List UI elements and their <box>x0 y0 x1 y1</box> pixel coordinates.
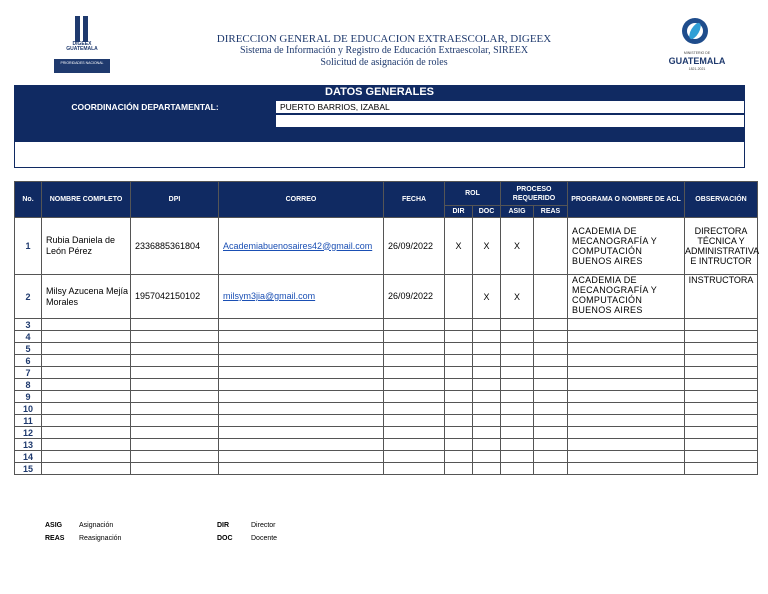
empty-cell[interactable] <box>501 463 534 475</box>
empty-cell[interactable] <box>131 319 219 331</box>
empty-cell[interactable] <box>568 439 685 451</box>
row-number: 14 <box>15 451 42 463</box>
legend-proceso <box>45 519 121 545</box>
empty-cell[interactable] <box>473 379 501 391</box>
observacion-cell: DIRECTORA TÉCNICA Y ADMINISTRATIVA E INTRUCTOR <box>685 218 758 275</box>
empty-cell[interactable] <box>445 463 473 475</box>
logo-right-name: GUATEMALA <box>668 56 726 66</box>
empty-cell[interactable] <box>685 331 758 343</box>
empty-cell[interactable] <box>445 451 473 463</box>
empty-cell[interactable] <box>685 403 758 415</box>
empty-cell[interactable] <box>42 427 131 439</box>
ministerio-guatemala-logo <box>664 14 730 74</box>
row-number: 3 <box>15 319 42 331</box>
col-doc: DOC <box>473 206 501 218</box>
empty-cell[interactable] <box>501 439 534 451</box>
empty-cell[interactable] <box>384 355 445 367</box>
empty-cell[interactable] <box>131 343 219 355</box>
empty-cell[interactable] <box>568 451 685 463</box>
table-row <box>15 463 758 475</box>
doc-cell: X <box>473 218 501 275</box>
empty-cell[interactable] <box>219 367 384 379</box>
legend-asig-key: ASIG <box>45 522 63 529</box>
empty-cell[interactable] <box>473 367 501 379</box>
empty-cell[interactable] <box>534 331 568 343</box>
table-row <box>15 427 758 439</box>
col-no: No. <box>15 182 42 218</box>
legend-asig-val: Asignación <box>79 522 114 529</box>
row-number: 15 <box>15 463 42 475</box>
empty-cell[interactable] <box>42 415 131 427</box>
row-number: 8 <box>15 379 42 391</box>
empty-cell[interactable] <box>384 403 445 415</box>
empty-cell[interactable] <box>534 367 568 379</box>
empty-cell[interactable] <box>42 367 131 379</box>
empty-cell[interactable] <box>445 415 473 427</box>
empty-cell[interactable] <box>534 451 568 463</box>
empty-cell[interactable] <box>384 439 445 451</box>
empty-cell[interactable] <box>131 379 219 391</box>
row-number: 6 <box>15 355 42 367</box>
empty-cell[interactable] <box>473 451 501 463</box>
empty-cell[interactable] <box>568 343 685 355</box>
digeex-logo-plate: PRIORIDADES NACIONAL <box>54 59 110 73</box>
empty-cell[interactable] <box>501 343 534 355</box>
empty-cell[interactable] <box>445 367 473 379</box>
empty-cell[interactable] <box>473 391 501 403</box>
logo-right-year: 1821-2021 <box>688 67 706 71</box>
empty-cell[interactable] <box>501 451 534 463</box>
empty-cell[interactable] <box>445 379 473 391</box>
programa-cell: ACADEMIA DE MECANOGRAFÍA Y COMPUTACIÓN BUENOS AIRES <box>568 275 685 319</box>
row-number: 2 <box>15 275 42 319</box>
empty-cell[interactable] <box>42 391 131 403</box>
col-observacion: OBSERVACIÓN <box>685 182 758 218</box>
row-number: 9 <box>15 391 42 403</box>
roles-table <box>14 181 758 475</box>
empty-cell[interactable] <box>384 427 445 439</box>
empty-cell[interactable] <box>131 451 219 463</box>
empty-cell[interactable] <box>131 415 219 427</box>
empty-cell[interactable] <box>445 319 473 331</box>
empty-cell[interactable] <box>568 463 685 475</box>
col-correo: CORREO <box>219 182 384 218</box>
row-number: 12 <box>15 427 42 439</box>
row-number: 5 <box>15 343 42 355</box>
empty-cell[interactable] <box>534 415 568 427</box>
empty-cell[interactable] <box>501 367 534 379</box>
empty-cell[interactable] <box>219 415 384 427</box>
empty-cell[interactable] <box>473 331 501 343</box>
empty-cell[interactable] <box>685 427 758 439</box>
row-number: 1 <box>15 218 42 275</box>
empty-cell[interactable] <box>445 403 473 415</box>
row-number: 4 <box>15 331 42 343</box>
empty-cell[interactable] <box>384 451 445 463</box>
empty-cell[interactable] <box>685 355 758 367</box>
empty-cell[interactable] <box>131 403 219 415</box>
empty-cell[interactable] <box>42 451 131 463</box>
col-programa: PROGRAMA O NOMBRE DE ACL <box>568 182 685 218</box>
col-rol: ROL <box>445 182 501 206</box>
empty-cell[interactable] <box>685 451 758 463</box>
empty-cell[interactable] <box>501 391 534 403</box>
table-row <box>15 355 758 367</box>
empty-cell[interactable] <box>219 379 384 391</box>
dir-cell <box>445 275 473 319</box>
empty-cell[interactable] <box>42 343 131 355</box>
reas-cell <box>534 218 568 275</box>
empty-cell[interactable] <box>534 379 568 391</box>
empty-cell[interactable] <box>473 439 501 451</box>
empty-cell[interactable] <box>501 415 534 427</box>
empty-cell[interactable] <box>219 331 384 343</box>
empty-cell[interactable] <box>384 367 445 379</box>
table-row <box>15 275 758 319</box>
dpi-cell: 1957042150102 <box>131 275 219 319</box>
empty-cell[interactable] <box>42 331 131 343</box>
empty-cell[interactable] <box>534 319 568 331</box>
empty-cell[interactable] <box>131 439 219 451</box>
empty-cell[interactable] <box>473 355 501 367</box>
empty-cell[interactable] <box>685 391 758 403</box>
table-row <box>15 439 758 451</box>
empty-cell[interactable] <box>445 427 473 439</box>
row-number: 10 <box>15 403 42 415</box>
empty-cell[interactable] <box>501 427 534 439</box>
col-asig: ASIG <box>501 206 534 218</box>
logo-right-top-text: MINISTERIO DE <box>683 51 711 55</box>
empty-cell[interactable] <box>534 391 568 403</box>
col-reas: REAS <box>534 206 568 218</box>
empty-cell[interactable] <box>685 319 758 331</box>
col-fecha: FECHA <box>384 182 445 218</box>
reas-cell <box>534 275 568 319</box>
empty-cell[interactable] <box>568 319 685 331</box>
empty-cell[interactable] <box>568 367 685 379</box>
coordinacion-value[interactable]: PUERTO BARRIOS, IZABAL <box>276 100 745 114</box>
empty-cell[interactable] <box>219 355 384 367</box>
table-row <box>15 379 758 391</box>
correo-cell <box>219 218 384 275</box>
empty-cell[interactable] <box>473 343 501 355</box>
guatemala-emblem-icon <box>682 18 708 44</box>
empty-cell[interactable] <box>445 343 473 355</box>
empty-cell[interactable] <box>445 331 473 343</box>
empty-cell[interactable] <box>445 355 473 367</box>
empty-cell[interactable] <box>685 415 758 427</box>
empty-cell[interactable] <box>131 463 219 475</box>
empty-cell[interactable] <box>384 391 445 403</box>
correo-link[interactable]: milsym3jia@gmail.com <box>223 291 316 301</box>
empty-cell[interactable] <box>568 379 685 391</box>
empty-cell[interactable] <box>473 403 501 415</box>
digeex-logo-word: DIGEEX GUATEMALA <box>66 41 98 52</box>
datos-generales-title: DATOS GENERALES <box>14 85 745 100</box>
asig-cell: X <box>501 218 534 275</box>
empty-cell[interactable] <box>445 391 473 403</box>
row-number: 11 <box>15 415 42 427</box>
dir-cell: X <box>445 218 473 275</box>
coordinacion-row <box>14 100 745 114</box>
table-row <box>15 343 758 355</box>
empty-cell[interactable] <box>473 427 501 439</box>
digeex-logo <box>52 14 112 74</box>
empty-cell[interactable] <box>534 343 568 355</box>
fecha-cell: 26/09/2022 <box>384 218 445 275</box>
legend-rol <box>217 519 277 545</box>
datos-generales-section <box>14 85 745 168</box>
empty-cell[interactable] <box>685 367 758 379</box>
empty-cell[interactable] <box>534 463 568 475</box>
nombre-cell: Milsy Azucena Mejía Morales <box>42 275 131 319</box>
empty-cell[interactable] <box>568 391 685 403</box>
empty-cell[interactable] <box>42 319 131 331</box>
legend-doc-key: DOC <box>217 535 233 542</box>
empty-cell[interactable] <box>384 319 445 331</box>
empty-cell[interactable] <box>42 379 131 391</box>
heading-line-1: DIRECCION GENERAL DE EDUCACION EXTRAESCOLAR, DIGEEX <box>216 33 552 45</box>
empty-cell[interactable] <box>42 463 131 475</box>
empty-cell[interactable] <box>568 355 685 367</box>
coordinacion-label: COORDINACIÓN DEPARTAMENTAL: <box>14 100 276 114</box>
table-row <box>15 331 758 343</box>
empty-cell[interactable] <box>42 355 131 367</box>
heading-line-3: Solicitud de asignación de roles <box>320 57 448 68</box>
col-dpi: DPI <box>131 182 219 218</box>
empty-cell[interactable] <box>219 343 384 355</box>
empty-cell[interactable] <box>685 343 758 355</box>
empty-cell[interactable] <box>534 439 568 451</box>
empty-cell[interactable] <box>568 331 685 343</box>
empty-cell[interactable] <box>131 367 219 379</box>
legend-doc-val: Docente <box>251 535 278 542</box>
asig-cell: X <box>501 275 534 319</box>
empty-cell[interactable] <box>219 463 384 475</box>
row-number: 7 <box>15 367 42 379</box>
notes-box[interactable] <box>14 141 745 168</box>
empty-cell[interactable] <box>131 331 219 343</box>
table-row <box>15 391 758 403</box>
empty-cell[interactable] <box>568 415 685 427</box>
nombre-cell: Rubia Daniela de León Pérez <box>42 218 131 275</box>
row-number: 13 <box>15 439 42 451</box>
empty-cell[interactable] <box>568 403 685 415</box>
table-row <box>15 367 758 379</box>
empty-cell[interactable] <box>42 439 131 451</box>
empty-cell[interactable] <box>42 403 131 415</box>
empty-cell[interactable] <box>445 439 473 451</box>
empty-cell[interactable] <box>534 403 568 415</box>
empty-cell[interactable] <box>501 379 534 391</box>
doc-cell: X <box>473 275 501 319</box>
empty-cell[interactable] <box>685 463 758 475</box>
programa-cell: ACADEMIA DE MECANOGRAFÍA Y COMPUTACIÓN BUENOS AIRES <box>568 218 685 275</box>
legend-dir-key: DIR <box>217 522 230 529</box>
empty-cell[interactable] <box>219 319 384 331</box>
empty-cell[interactable] <box>219 451 384 463</box>
table-row <box>15 451 758 463</box>
blank-row <box>14 114 745 128</box>
observacion-cell: INSTRUCTORA <box>685 275 758 319</box>
empty-cell[interactable] <box>685 379 758 391</box>
col-proceso: PROCESO REQUERIDO <box>501 182 568 206</box>
document-heading <box>180 33 588 69</box>
empty-cell[interactable] <box>219 391 384 403</box>
empty-cell[interactable] <box>131 355 219 367</box>
empty-cell[interactable] <box>384 331 445 343</box>
empty-cell[interactable] <box>131 427 219 439</box>
empty-cell[interactable] <box>131 391 219 403</box>
empty-cell[interactable] <box>384 415 445 427</box>
empty-cell[interactable] <box>534 427 568 439</box>
fecha-cell: 26/09/2022 <box>384 275 445 319</box>
table-row <box>15 218 758 275</box>
table-row <box>15 415 758 427</box>
dpi-cell: 2336885361804 <box>131 218 219 275</box>
legend-dir-val: Director <box>251 522 276 529</box>
empty-cell[interactable] <box>384 463 445 475</box>
correo-link[interactable]: Academiabuenosaires42@gmail.com <box>223 240 373 251</box>
empty-cell[interactable] <box>219 439 384 451</box>
empty-cell[interactable] <box>219 427 384 439</box>
table-row <box>15 319 758 331</box>
heading-line-2: Sistema de Información y Registro de Educación Extraescolar, SIREEX <box>239 45 529 56</box>
empty-cell[interactable] <box>534 355 568 367</box>
table-row <box>15 403 758 415</box>
empty-cell[interactable] <box>473 415 501 427</box>
blank-label <box>14 114 276 128</box>
empty-cell[interactable] <box>501 331 534 343</box>
empty-cell[interactable] <box>501 355 534 367</box>
empty-cell[interactable] <box>501 403 534 415</box>
blank-value[interactable] <box>276 114 745 128</box>
empty-cell[interactable] <box>473 319 501 331</box>
empty-cell[interactable] <box>685 439 758 451</box>
empty-cell[interactable] <box>473 463 501 475</box>
digeex-logo-mark <box>72 16 92 44</box>
col-nombre: NOMBRE COMPLETO <box>42 182 131 218</box>
empty-cell[interactable] <box>219 403 384 415</box>
correo-cell <box>219 275 384 319</box>
section-divider-bar <box>14 128 745 141</box>
empty-cell[interactable] <box>384 379 445 391</box>
legend-reas-key: REAS <box>45 535 65 542</box>
legend-reas-val: Reasignación <box>79 535 122 542</box>
col-dir: DIR <box>445 206 473 218</box>
empty-cell[interactable] <box>568 427 685 439</box>
empty-cell[interactable] <box>384 343 445 355</box>
empty-cell[interactable] <box>501 319 534 331</box>
table-header-row <box>15 182 758 206</box>
